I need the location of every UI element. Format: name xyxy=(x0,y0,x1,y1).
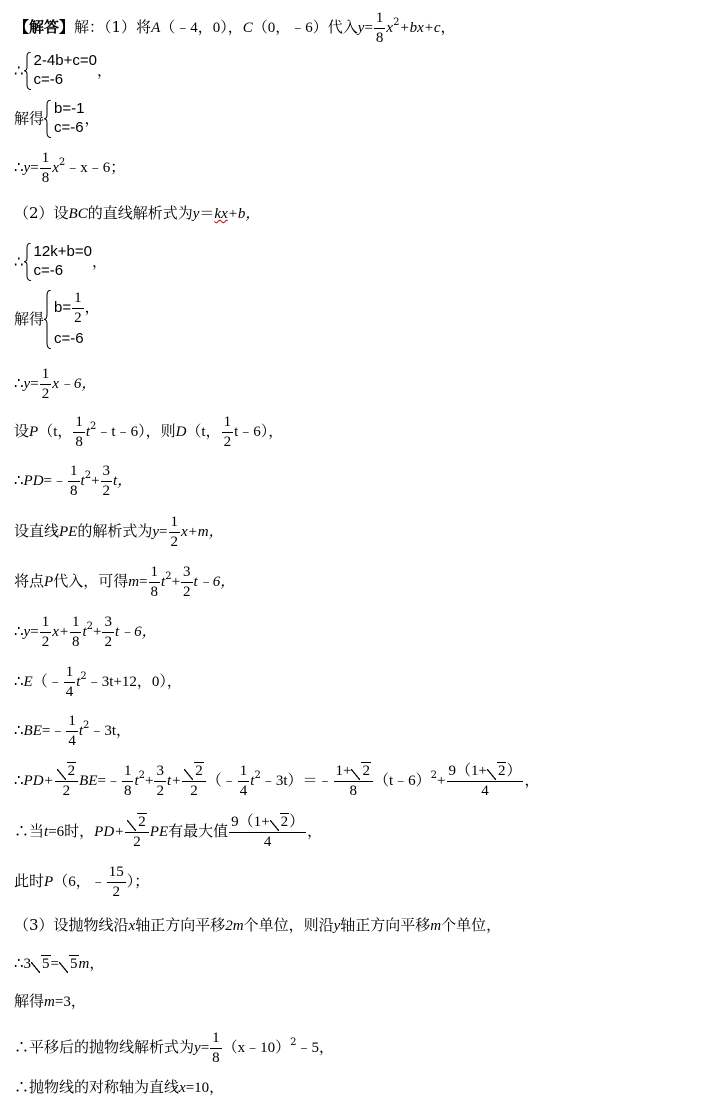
denominator: 2 xyxy=(62,782,71,799)
var: P xyxy=(44,574,54,590)
fraction xyxy=(73,414,85,450)
var: t xyxy=(44,824,49,840)
text: （﹣ xyxy=(206,773,237,789)
denominator: 4 xyxy=(239,782,248,799)
text: t﹣6）， xyxy=(234,424,284,440)
var: x xyxy=(386,20,394,36)
sqrt-icon xyxy=(487,763,507,780)
radicand: 2 xyxy=(497,763,506,779)
numerator xyxy=(125,814,149,833)
text: （﹣4，0）， xyxy=(160,20,243,36)
text: ∴平移后的抛物线解析式为 xyxy=(14,1038,195,1056)
var: BE xyxy=(79,773,98,789)
exponent: 2 xyxy=(83,720,90,731)
solution-line-6 xyxy=(14,243,107,281)
text: （6，﹣ xyxy=(53,874,106,890)
fraction xyxy=(182,763,206,799)
var: PD+ xyxy=(94,824,125,840)
text: 9（1+ xyxy=(231,814,270,830)
denominator: 8 xyxy=(71,633,80,650)
text: t﹣6， xyxy=(114,624,157,640)
text: ∴当 xyxy=(14,822,45,840)
text: 轴正方向平移 xyxy=(340,916,431,934)
text: 有最大值 xyxy=(168,822,229,840)
text: + xyxy=(91,473,100,489)
exponent: 2 xyxy=(393,17,400,28)
fraction xyxy=(40,150,52,186)
text: ∴抛物线的对称轴为直线 xyxy=(14,1078,180,1096)
equation-system xyxy=(44,100,84,138)
text: t﹣6， xyxy=(193,574,236,590)
fraction xyxy=(374,10,386,46)
numerator: 3 xyxy=(102,614,114,633)
numerator: 1 xyxy=(40,614,52,633)
fraction xyxy=(122,763,134,799)
fraction xyxy=(55,763,79,799)
fraction xyxy=(66,713,78,749)
brace-icon xyxy=(24,243,32,281)
equation-system xyxy=(44,290,100,349)
denominator: 2 xyxy=(223,433,232,450)
denominator: 4 xyxy=(68,732,76,749)
solution-line-7 xyxy=(14,290,100,349)
numerator: 1 xyxy=(40,366,52,385)
var: y xyxy=(152,524,160,540)
fraction xyxy=(154,763,166,799)
denominator: 2 xyxy=(104,633,112,650)
numerator: 1 xyxy=(40,150,52,169)
fraction xyxy=(72,290,84,326)
fraction xyxy=(210,1030,222,1066)
denominator: 4 xyxy=(65,683,74,700)
radicand: 2 xyxy=(195,763,203,779)
denominator: 8 xyxy=(375,29,384,46)
fraction xyxy=(68,463,80,499)
solution-line-9 xyxy=(14,414,283,450)
text: = xyxy=(30,624,39,640)
text: ）； xyxy=(126,874,150,890)
var: y xyxy=(23,376,31,392)
numerator: 1 xyxy=(70,614,82,633)
equation: c=-6 xyxy=(33,261,64,279)
numerator: 1 xyxy=(122,763,134,782)
sqrt-icon xyxy=(184,763,204,780)
text: 的直线解析式为 xyxy=(87,204,193,222)
var: t xyxy=(78,723,84,739)
fraction xyxy=(40,366,52,402)
denominator: 8 xyxy=(349,782,357,799)
sqrt-icon xyxy=(351,763,371,780)
denominator: 2 xyxy=(41,385,50,402)
var: y xyxy=(192,206,200,222)
fraction xyxy=(101,463,113,499)
var: x xyxy=(52,160,59,176)
exponent: 2 xyxy=(86,621,94,632)
numerator xyxy=(334,763,373,782)
var: t xyxy=(80,473,85,489)
exponent: 2 xyxy=(254,770,261,781)
fraction xyxy=(149,564,161,600)
numerator: 1 xyxy=(238,763,250,782)
solution-line-1 xyxy=(14,10,456,46)
var: x xyxy=(179,1080,186,1096)
numerator: 1 xyxy=(64,664,76,683)
text: ﹣3t+12，0）， xyxy=(86,674,182,690)
var: m xyxy=(430,918,442,934)
therefore-symbol: ∴ xyxy=(14,374,24,392)
var: x xyxy=(128,918,136,934)
numerator: 1 xyxy=(72,290,84,309)
equation: c=-6 xyxy=(33,70,64,88)
text: 个单位， xyxy=(441,916,502,934)
solution-line-22 xyxy=(14,1030,334,1066)
numerator xyxy=(229,814,306,833)
denominator: 2 xyxy=(156,782,164,799)
denominator: 8 xyxy=(70,482,78,499)
var: t xyxy=(82,624,87,640)
equation-system xyxy=(24,52,97,90)
fraction xyxy=(70,614,82,650)
text: 的解析式为 xyxy=(77,522,153,540)
text: x﹣6， xyxy=(52,376,97,392)
fraction xyxy=(107,864,126,900)
denominator: 4 xyxy=(263,833,272,850)
denominator: 4 xyxy=(481,782,489,799)
denominator: 2 xyxy=(170,533,178,550)
radicand: 2 xyxy=(362,763,370,779)
text: = xyxy=(50,956,60,972)
therefore-symbol: ∴ xyxy=(14,771,24,789)
text: =﹣ xyxy=(97,773,121,789)
equation-system xyxy=(24,243,92,281)
text: = xyxy=(139,574,148,590)
var: PD+ xyxy=(23,773,54,789)
fraction xyxy=(125,814,149,850)
fraction xyxy=(229,814,306,850)
denominator: 8 xyxy=(75,433,83,450)
var: BC xyxy=(68,206,88,222)
solution-line-5 xyxy=(14,206,260,222)
text: =10， xyxy=(185,1080,225,1096)
text: 3 xyxy=(23,956,32,972)
text: 解得 xyxy=(14,109,45,128)
numerator: 1 xyxy=(169,514,181,533)
text: ， xyxy=(524,771,540,789)
solution-line-3 xyxy=(14,100,99,138)
text: =﹣ xyxy=(41,723,66,739)
solution-line-19 xyxy=(14,918,501,934)
text: （3）设抛物线沿 xyxy=(14,916,129,934)
solution-line-12 xyxy=(14,564,235,600)
sqrt-icon xyxy=(59,956,79,972)
var: D xyxy=(175,424,187,440)
denominator: 8 xyxy=(212,1049,220,1066)
var: t xyxy=(85,424,91,440)
therefore-symbol: ∴ xyxy=(14,622,24,640)
text: t， xyxy=(113,473,133,489)
var: t xyxy=(134,773,139,789)
radicand: 2 xyxy=(138,814,146,830)
fraction xyxy=(40,614,52,650)
var: y xyxy=(194,1040,201,1056)
text: （x﹣10） xyxy=(222,1040,291,1056)
therefore-symbol: ∴ xyxy=(14,61,24,80)
text: 将点 xyxy=(14,572,45,590)
sqrt-icon xyxy=(31,956,51,972)
brace-icon xyxy=(44,290,52,349)
text: =6时， xyxy=(48,824,95,840)
text: ， xyxy=(91,252,107,271)
exponent: 2 xyxy=(138,770,146,781)
sqrt-icon xyxy=(127,814,147,831)
fraction xyxy=(222,414,234,450)
numerator xyxy=(182,763,206,782)
text: （﹣ xyxy=(32,674,63,690)
text: = xyxy=(30,376,39,392)
text: = xyxy=(200,1040,210,1056)
solution-line-17 xyxy=(14,814,322,850)
text: + xyxy=(93,624,102,640)
solution-line-15 xyxy=(14,713,131,749)
text: 9（1+ xyxy=(448,763,487,779)
text: x+m， xyxy=(181,524,224,540)
denominator: 2 xyxy=(102,482,111,499)
text: + xyxy=(171,574,181,590)
therefore-symbol: ∴ xyxy=(14,252,24,271)
text: t+ xyxy=(166,773,182,789)
therefore-symbol: ∴ xyxy=(14,471,24,489)
equation: c=-6 xyxy=(54,118,84,136)
text: （t， xyxy=(38,424,73,440)
numerator: 1 xyxy=(210,1030,222,1049)
text: ﹣x﹣6； xyxy=(65,160,126,176)
exponent: 2 xyxy=(165,571,172,582)
exponent: 2 xyxy=(430,770,438,781)
numerator: 1 xyxy=(66,713,78,732)
text: = xyxy=(30,160,39,176)
equation: c=-6 xyxy=(54,330,84,347)
therefore-symbol: ∴ xyxy=(14,721,24,739)
var: kx xyxy=(214,206,228,222)
solution-line-8 xyxy=(14,366,96,402)
exponent: 2 xyxy=(84,470,92,481)
sqrt-icon xyxy=(57,763,77,780)
text: 此时 xyxy=(14,872,45,890)
text: （t﹣6） xyxy=(373,773,431,789)
text: （2）设 xyxy=(14,204,69,222)
text: ﹣3t， xyxy=(89,723,132,739)
var: m xyxy=(44,994,55,1010)
therefore-symbol: ∴ xyxy=(14,954,24,972)
solution-line-21 xyxy=(14,994,86,1010)
denominator: 2 xyxy=(133,833,141,850)
text: 解得 xyxy=(14,309,45,328)
denominator: 8 xyxy=(123,782,132,799)
text: ﹣5， xyxy=(296,1040,335,1056)
fraction xyxy=(181,564,193,600)
text: =﹣ xyxy=(43,473,68,489)
var: E xyxy=(23,674,33,690)
radicand: 2 xyxy=(280,814,289,830)
text: = xyxy=(364,20,373,36)
text: ， xyxy=(89,954,105,972)
exponent: 2 xyxy=(290,1037,297,1048)
text: ， xyxy=(96,61,112,80)
numerator: 3 xyxy=(154,763,166,782)
var: m xyxy=(128,574,140,590)
text: 解：（1）将 xyxy=(74,18,152,36)
denominator: 2 xyxy=(74,309,82,326)
text: 个单位，则沿 xyxy=(243,916,334,934)
text: =3， xyxy=(54,994,86,1010)
text: ， xyxy=(307,822,323,840)
solution-line-23 xyxy=(14,1080,224,1096)
text: ） xyxy=(506,763,522,779)
text: 设 xyxy=(14,422,30,440)
var: P xyxy=(29,424,39,440)
exponent: 2 xyxy=(58,157,66,168)
var: t xyxy=(250,773,255,789)
var: t xyxy=(161,574,166,590)
var: A xyxy=(151,20,161,36)
text: ） xyxy=(289,814,305,830)
text: 设直线 xyxy=(14,522,60,540)
solution-line-13 xyxy=(14,614,157,650)
text: 代入，可得 xyxy=(53,572,129,590)
brace-icon xyxy=(24,52,32,90)
text: ， xyxy=(440,18,456,36)
radicand: 2 xyxy=(67,763,76,779)
text: +bx+c xyxy=(399,20,441,36)
text: ＝ xyxy=(199,204,215,222)
denominator: 2 xyxy=(190,782,198,799)
text: ﹣t﹣6），则 xyxy=(96,424,176,440)
var: PD xyxy=(23,473,44,489)
numerator: 1 xyxy=(374,10,386,29)
text: 1+ xyxy=(335,763,352,779)
solution-line-20 xyxy=(14,956,104,972)
fraction xyxy=(334,763,373,799)
var: m xyxy=(78,956,90,972)
therefore-symbol: ∴ xyxy=(14,158,24,176)
radicand: 5 xyxy=(70,956,78,972)
solution-line-11 xyxy=(14,514,224,550)
text: x+ xyxy=(52,624,69,640)
text: （0，﹣6）代入 xyxy=(252,20,358,36)
denominator: 8 xyxy=(150,583,159,600)
numerator xyxy=(447,763,524,782)
numerator: 1 xyxy=(68,463,80,482)
text: + xyxy=(145,773,154,789)
denominator: 2 xyxy=(41,633,50,650)
numerator: 3 xyxy=(101,463,113,482)
solution-line-18 xyxy=(14,864,149,900)
exponent: 2 xyxy=(90,421,97,432)
fraction xyxy=(238,763,250,799)
solution-line-2 xyxy=(14,52,112,90)
solution-line-4 xyxy=(14,150,125,186)
numerator: 1 xyxy=(222,414,234,433)
radicand: 5 xyxy=(42,956,50,972)
denominator: 2 xyxy=(183,583,191,600)
var: BE xyxy=(23,723,42,739)
equation: 12k+b=0 xyxy=(33,243,92,260)
solution-line-16 xyxy=(14,763,540,799)
text: ， xyxy=(84,109,100,128)
text: + xyxy=(437,773,446,789)
var: P xyxy=(44,874,54,890)
answer-label: 【解答】 xyxy=(14,18,75,36)
text: +b， xyxy=(227,206,261,222)
text: 解得 xyxy=(14,992,45,1010)
denominator: 8 xyxy=(41,169,50,186)
var: 2m xyxy=(225,918,244,934)
solution-line-10 xyxy=(14,463,132,499)
exponent: 2 xyxy=(80,671,87,682)
solution-line-14 xyxy=(14,664,182,700)
fraction xyxy=(169,514,181,550)
equation: b=-1 xyxy=(54,100,85,117)
var: y xyxy=(23,624,31,640)
text: ﹣3t）＝﹣ xyxy=(260,773,333,789)
var: y xyxy=(23,160,31,176)
numerator xyxy=(55,763,79,782)
fraction xyxy=(64,664,76,700)
text: b= xyxy=(54,298,72,316)
var: y xyxy=(357,20,365,36)
therefore-symbol: ∴ xyxy=(14,672,24,690)
var: PE xyxy=(149,824,169,840)
var: t xyxy=(76,674,81,690)
var: y xyxy=(333,918,341,934)
numerator: 15 xyxy=(107,864,126,883)
sqrt-icon xyxy=(270,814,290,831)
text: （t， xyxy=(186,424,221,440)
text: 轴正方向平移 xyxy=(135,916,226,934)
equation xyxy=(54,290,100,326)
numerator: 3 xyxy=(181,564,193,583)
numerator: 1 xyxy=(73,414,85,433)
equation: 2-4b+c=0 xyxy=(33,52,97,69)
var: C xyxy=(242,20,253,36)
var: PE xyxy=(59,524,78,540)
text: ， xyxy=(84,298,100,316)
brace-icon xyxy=(44,100,52,138)
fraction xyxy=(447,763,524,799)
text: = xyxy=(159,524,168,540)
denominator: 2 xyxy=(112,883,120,900)
fraction xyxy=(102,614,114,650)
numerator: 1 xyxy=(149,564,161,583)
